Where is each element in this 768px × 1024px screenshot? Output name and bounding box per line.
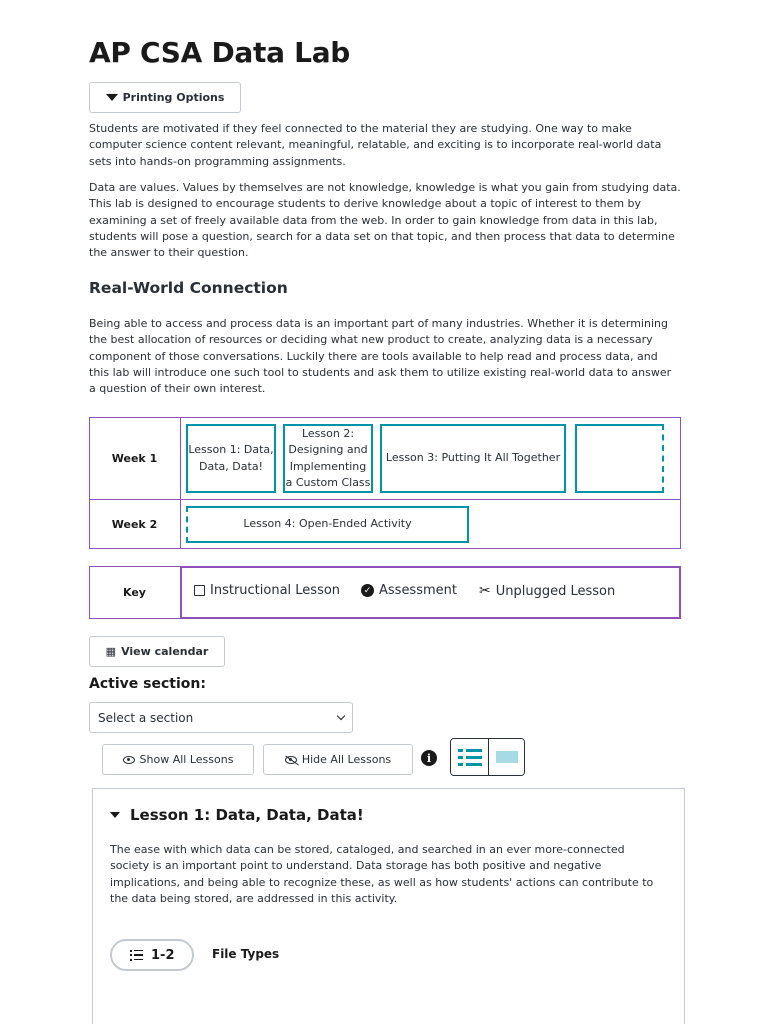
key-instructional-label: Instructional Lesson: [210, 583, 341, 598]
key-instructional: [194, 583, 340, 598]
calendar-icon: ▦: [105, 645, 117, 658]
view-calendar-label: View calendar: [121, 645, 209, 658]
hide-all-label: Hide All Lessons: [301, 753, 392, 766]
info-icon[interactable]: i: [421, 750, 437, 766]
real-world-heading: Real-World Connection: [89, 279, 288, 297]
key-assessment-label: Assessment: [379, 583, 457, 598]
lesson-1-description: The ease with which data can be stored, cataloged, and searched in an ever more-connected society is an important point to understand. Data storage has both positive and negative implications, and being able to recognize these, as well as how students' actions can contribute to the data being stored, are addressed in this activity.: [110, 843, 654, 905]
intro-paragraph-1: Students are motivated if they feel connected to the material they are studying. One way to make computer science content relevant, meaningful, relatable, and exciting is to incorporate real-world data sets into hands-on programming assignments.: [89, 122, 662, 168]
check-circle-icon: ✓: [361, 584, 374, 597]
eye-slash-icon: [285, 756, 297, 764]
caret-down-icon: [110, 812, 120, 818]
active-section-label: Active section:: [89, 676, 206, 692]
printing-options-label: Printing Options: [122, 91, 225, 104]
section-select[interactable]: [89, 702, 353, 733]
intro-paragraph-2: Data are values. Values by themselves are not knowledge, knowledge is what you gain from studying data. This lab is designed to encourage students to derive knowledge about a topic of interest to them by examining a set of freely available data from the web. In order to gain knowledge from data in this lab, students will pose a question, search for a data set on that topic, and then process that data to determine the answer to their question.: [89, 181, 681, 260]
lesson-cell-4-continued[interactable]: [575, 424, 664, 493]
calendar-view-icon: [496, 751, 518, 763]
eye-icon: [123, 756, 135, 764]
show-all-label: Show All Lessons: [139, 753, 234, 766]
key-unplugged: [479, 583, 615, 599]
page-title: AP CSA Data Lab: [89, 36, 351, 69]
key-label: Key: [123, 586, 146, 599]
activity-pill[interactable]: [110, 939, 194, 971]
show-all-lessons-button[interactable]: [102, 744, 254, 775]
caret-down-icon: [106, 94, 118, 101]
list-icon: [130, 950, 144, 961]
list-view-toggle[interactable]: [451, 739, 489, 775]
calendar-view-toggle[interactable]: [489, 739, 524, 775]
scissors-icon: ✂: [479, 583, 491, 599]
real-world-paragraph: Being able to access and process data is an important part of many industries. Whether it is determining the best allocation of resources or deciding what new product to create, analyzing data is a necessary component of those conversations. Luckily there are tools available to help read and process data, and this lab will introduce one such tool to students and ask them to utilize existing real-world data to answer a question of their own interest.: [89, 317, 672, 396]
week-2-label: Week 2: [111, 517, 158, 531]
lesson-1-title: Lesson 1: Data, Data, Data!: [130, 806, 364, 824]
chevron-down-icon: [337, 711, 345, 719]
section-select-value: Select a section: [98, 710, 194, 725]
lesson-cell-3[interactable]: Lesson 3: Putting It All Together: [380, 424, 566, 493]
hide-all-lessons-button[interactable]: [263, 744, 413, 775]
activity-name[interactable]: File Types: [212, 947, 280, 961]
view-toggle: [450, 738, 525, 776]
lesson-cell-2[interactable]: Lesson 2: Designing and Implementing a Custom Class: [283, 424, 373, 493]
week-1-label: Week 1: [111, 452, 158, 465]
activity-number: 1-2: [151, 947, 175, 963]
key-assessment: [361, 583, 457, 598]
key-unplugged-label: Unplugged Lesson: [495, 583, 616, 599]
square-icon: [194, 585, 205, 596]
lesson-cell-1[interactable]: Lesson 1: Data, Data, Data!: [186, 424, 276, 493]
lesson-1-header[interactable]: [110, 806, 364, 824]
printing-options-button[interactable]: [89, 82, 241, 113]
lesson-cell-4[interactable]: Lesson 4: Open-Ended Activity: [186, 506, 469, 543]
view-calendar-button[interactable]: [89, 636, 225, 667]
